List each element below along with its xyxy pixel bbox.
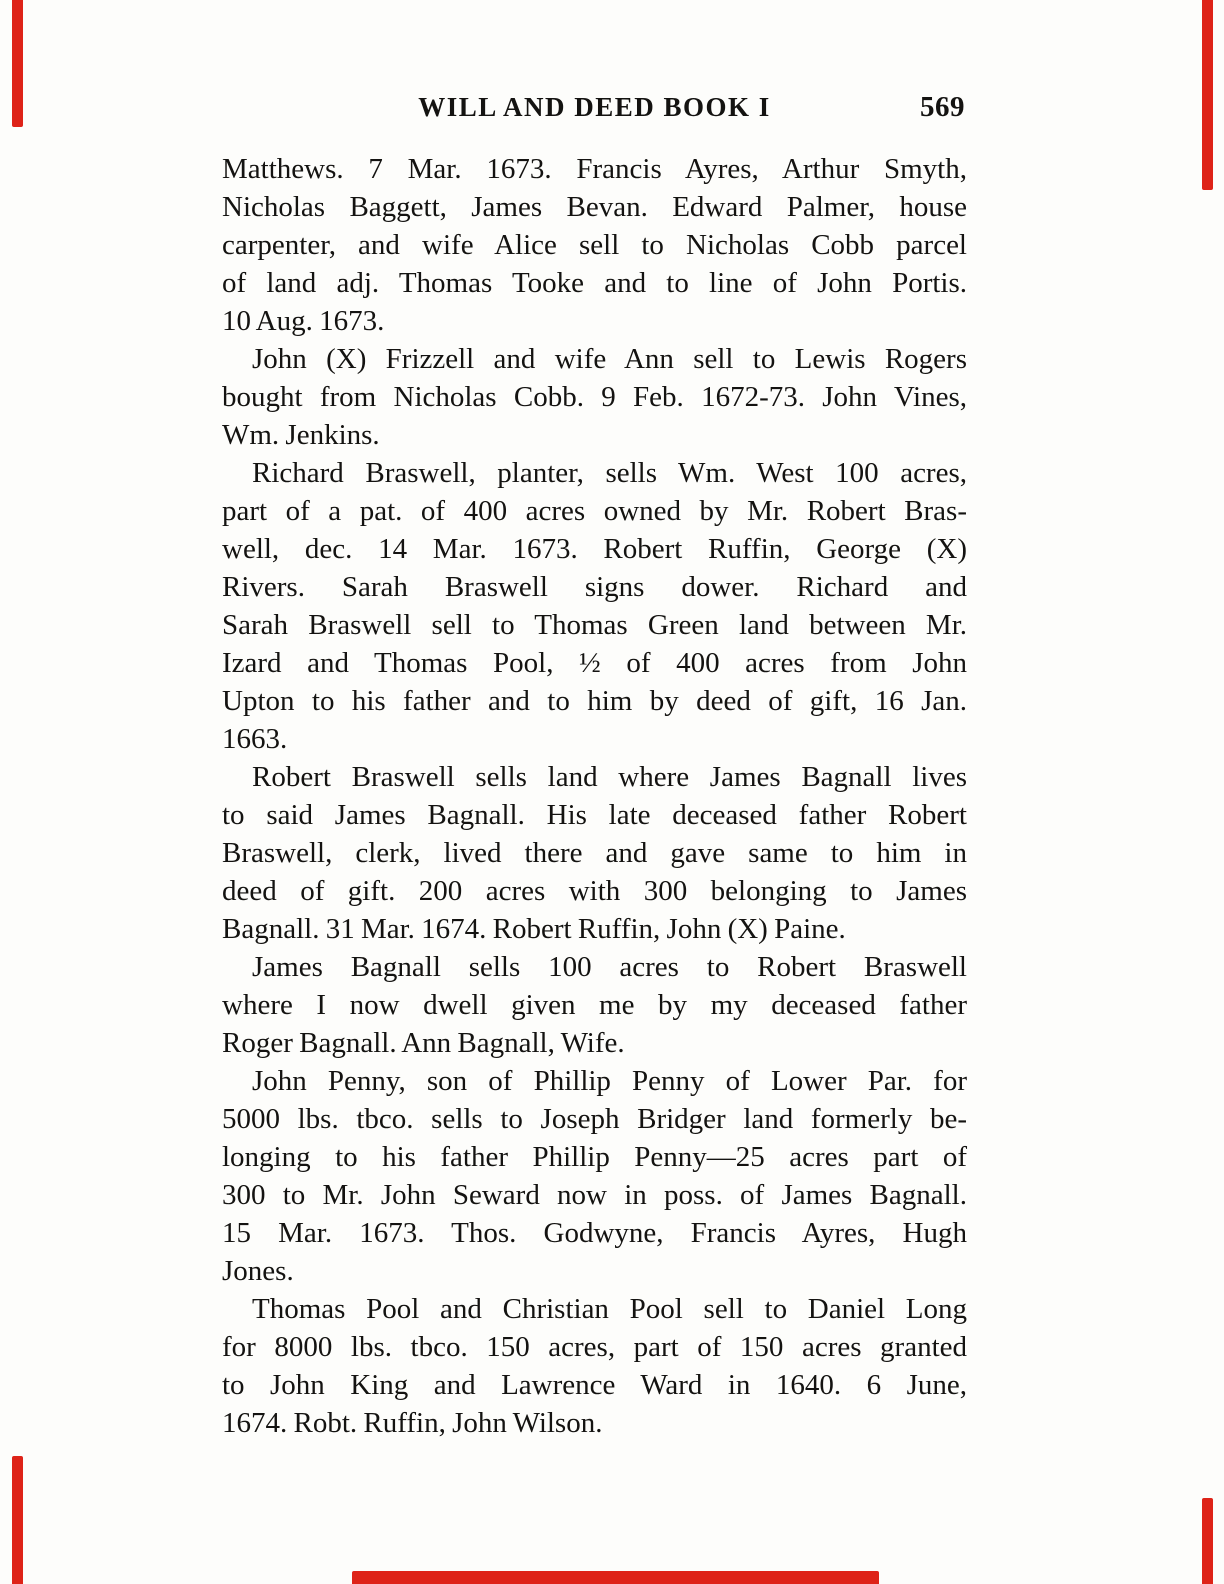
text-line: well, dec. 14 Mar. 1673. Robert Ruffin, George (X) <box>222 533 967 565</box>
text-line: Rivers. Sarah Braswell signs dower. Richard and <box>222 571 967 603</box>
text-line: Matthews. 7 Mar. 1673. Francis Ayres, Arthur Smyth, <box>222 153 967 185</box>
red-edge-stain-bottom-center <box>352 1571 879 1584</box>
paragraph <box>222 948 967 1062</box>
running-header-title: WILL AND DEED BOOK I <box>418 92 771 122</box>
text-line: Upton to his father and to him by deed of gift, 16 Jan. <box>222 685 967 717</box>
paragraph <box>222 454 967 758</box>
page-number: 569 <box>920 91 965 123</box>
text-line: carpenter, and wife Alice sell to Nicholas Cobb parcel <box>222 229 967 261</box>
text-line: 5000 lbs. tbco. sells to Joseph Bridger land formerly be- <box>222 1103 967 1135</box>
text-line: for 8000 lbs. tbco. 150 acres, part of 150 acres granted <box>222 1331 967 1363</box>
text-line: Braswell, clerk, lived there and gave same to him in <box>222 837 967 869</box>
text-line: deed of gift. 200 acres with 300 belonging to James <box>222 875 967 907</box>
red-edge-stain-right-bottom <box>1202 1498 1213 1584</box>
text-line: John Penny, son of Phillip Penny of Lower Par. for <box>252 1065 967 1097</box>
text-line: bought from Nicholas Cobb. 9 Feb. 1672-73. John Vines, <box>222 381 967 413</box>
text-line: Jones. <box>222 1255 294 1287</box>
text-line: 1663. <box>222 723 288 755</box>
text-line: 1674. Robt. Ruffin, John Wilson. <box>222 1407 603 1439</box>
red-edge-stain-right-top <box>1202 0 1213 190</box>
text-line: to said James Bagnall. His late deceased father Robert <box>222 799 967 831</box>
text-line: part of a pat. of 400 acres owned by Mr. Robert Bras- <box>222 495 967 527</box>
text-line: where I now dwell given me by my deceased father <box>222 989 967 1021</box>
text-line: John (X) Frizzell and wife Ann sell to Lewis Rogers <box>252 343 967 375</box>
text-line: Bagnall. 31 Mar. 1674. Robert Ruffin, John (X) Paine. <box>222 913 846 945</box>
paragraph <box>222 1062 967 1290</box>
text-line: Robert Braswell sells land where James Bagnall lives <box>252 761 967 793</box>
text-line: longing to his father Phillip Penny—25 acres part of <box>222 1141 967 1173</box>
paragraph <box>222 758 967 948</box>
text-line: Richard Braswell, planter, sells Wm. West 100 acres, <box>252 457 967 489</box>
text-line: Sarah Braswell sell to Thomas Green land between Mr. <box>222 609 967 641</box>
running-header <box>222 92 967 126</box>
paragraph <box>222 150 967 340</box>
red-edge-stain-left-bottom <box>12 1456 23 1584</box>
text-line: 300 to Mr. John Seward now in poss. of James Bagnall. <box>222 1179 967 1211</box>
text-line: of land adj. Thomas Tooke and to line of John Portis. <box>222 267 967 299</box>
text-line: Izard and Thomas Pool, ½ of 400 acres from John <box>222 647 967 679</box>
text-line: Nicholas Baggett, James Bevan. Edward Palmer, house <box>222 191 967 223</box>
text-line: Thomas Pool and Christian Pool sell to Daniel Long <box>252 1293 967 1325</box>
page-body-text <box>222 150 967 1442</box>
text-line: 15 Mar. 1673. Thos. Godwyne, Francis Ayres, Hugh <box>222 1217 967 1249</box>
text-line: Wm. Jenkins. <box>222 419 380 451</box>
paragraph <box>222 340 967 454</box>
text-line: James Bagnall sells 100 acres to Robert Braswell <box>252 951 967 983</box>
text-line: Roger Bagnall. Ann Bagnall, Wife. <box>222 1027 625 1059</box>
red-edge-stain-left-top <box>12 0 23 127</box>
paragraph <box>222 1290 967 1442</box>
text-line: to John King and Lawrence Ward in 1640. 6 June, <box>222 1369 967 1401</box>
text-line: 10 Aug. 1673. <box>222 305 385 337</box>
